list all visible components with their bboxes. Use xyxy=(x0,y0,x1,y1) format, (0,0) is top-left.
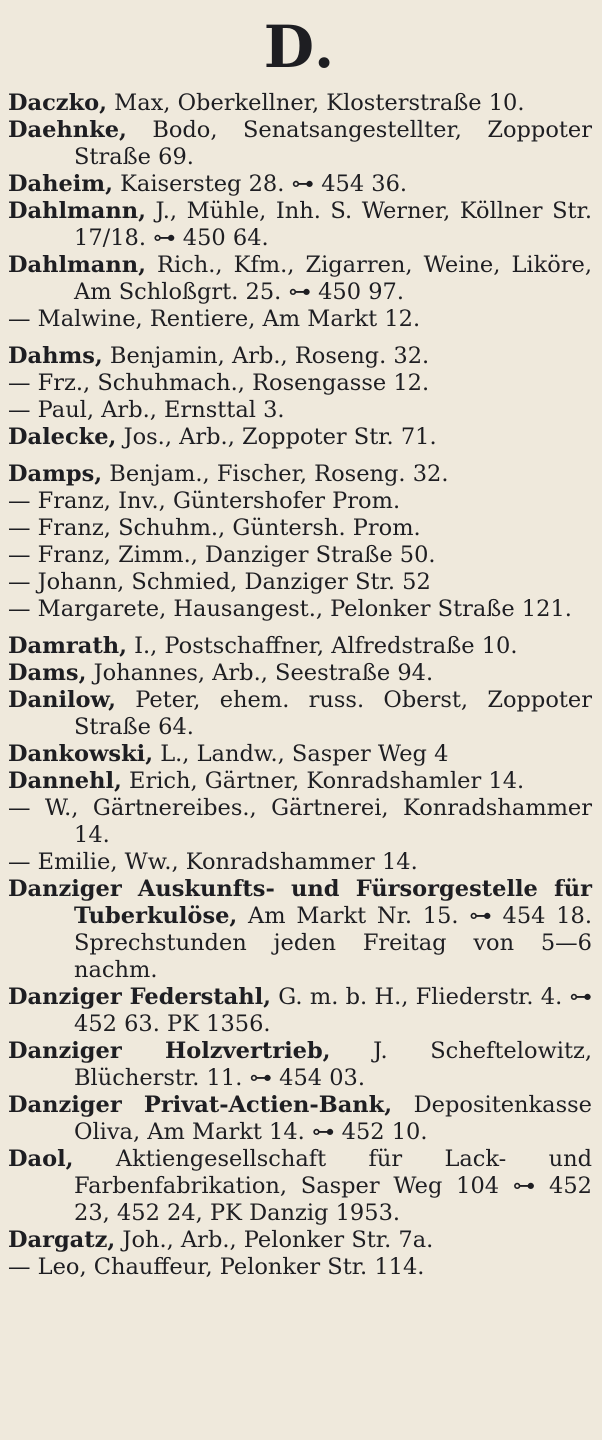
directory-entry xyxy=(8,370,592,397)
entry-name: Dahms, xyxy=(8,343,103,369)
directory-entry xyxy=(8,461,592,488)
entry-name: Daehnke, xyxy=(8,117,127,143)
directory-entry xyxy=(8,117,592,171)
entry-details: — Leo, Chauffeur, Pelonker Str. 114. xyxy=(8,1254,425,1280)
entry-details: I., Postschaffner, Alfredstraße 10. xyxy=(134,633,518,659)
entry-details: Rich., Kfm., Zigarren, Weine, Liköre, Am Schloßgrt. 25. ⊶ 450 97. xyxy=(74,252,593,305)
entry-name: Dankowski, xyxy=(8,741,154,767)
directory-entry xyxy=(8,1227,592,1254)
entry-details: — Johann, Schmied, Danziger Str. 52 xyxy=(8,569,431,595)
entry-name: Danziger Privat-Actien-Bank, xyxy=(8,1092,393,1118)
directory-entry xyxy=(8,687,592,741)
entry-name: Damrath, xyxy=(8,633,127,659)
section-letter-heading: D. xyxy=(263,13,337,81)
entry-details: Aktiengesellschaft für Lack- und Farbenfabrikation, Sasper Weg 104 ⊶ 452 23, 452 24, PK Danzig 1953. xyxy=(74,1146,592,1226)
entry-details: — W., Gärtnereibes., Gärtnerei, Konradshammer 14. xyxy=(8,795,592,848)
directory-entry xyxy=(8,569,592,596)
directory-entries-list xyxy=(8,90,592,1281)
entry-details: Joh., Arb., Pelonker Str. 7a. xyxy=(122,1227,434,1253)
directory-entry xyxy=(8,596,592,623)
entry-name: Daheim, xyxy=(8,171,113,197)
directory-entry xyxy=(8,1038,592,1092)
directory-entry xyxy=(8,984,592,1038)
entry-details: — Franz, Inv., Güntershofer Prom. xyxy=(8,488,401,514)
entry-name: Daczko, xyxy=(8,90,107,116)
directory-entry xyxy=(8,488,592,515)
entry-name: Dargatz, xyxy=(8,1227,116,1253)
entry-details: Max, Oberkellner, Klosterstraße 10. xyxy=(114,90,525,116)
directory-entry xyxy=(8,252,592,306)
directory-entry xyxy=(8,542,592,569)
entry-details: — Franz, Schuhm., Güntersh. Prom. xyxy=(8,515,421,541)
entry-details: — Franz, Zimm., Danziger Straße 50. xyxy=(8,542,436,568)
entry-name: Dahlmann, xyxy=(8,198,146,224)
directory-entry xyxy=(8,306,592,333)
directory-entry xyxy=(8,424,592,451)
entry-details: Benjamin, Arb., Roseng. 32. xyxy=(109,343,430,369)
directory-entry xyxy=(8,849,592,876)
entry-details: Peter, ehem. russ. Oberst, Zoppoter Straße 64. xyxy=(74,687,592,740)
directory-entry xyxy=(8,768,592,795)
directory-entry xyxy=(8,660,592,687)
entry-details: Bodo, Senatsangestellter, Zoppoter Straße 69. xyxy=(74,117,592,170)
entry-name: Dahlmann, xyxy=(8,252,146,278)
entry-details: — Emilie, Ww., Konradshammer 14. xyxy=(8,849,418,875)
directory-entry xyxy=(8,876,592,984)
directory-entry xyxy=(8,1254,592,1281)
directory-entry xyxy=(8,1092,592,1146)
entry-details: Depositenkasse Oliva, Am Markt 14. ⊶ 452 10. xyxy=(74,1092,592,1145)
entry-details: — Paul, Arb., Ernsttal 3. xyxy=(8,397,285,423)
entry-details: Jos., Arb., Zoppoter Str. 71. xyxy=(123,424,437,450)
directory-entry xyxy=(8,171,592,198)
entry-details: G. m. b. H., Fliederstr. 4. ⊶ 452 63. PK 1356. xyxy=(74,984,592,1037)
entry-name: Dalecke, xyxy=(8,424,117,450)
entry-details: — Margarete, Hausangest., Pelonker Straße 121. xyxy=(8,596,572,622)
entry-details: L., Landw., Sasper Weg 4 xyxy=(160,741,449,767)
entry-details: — Frz., Schuhmach., Rosengasse 12. xyxy=(8,370,430,396)
entry-name: Danziger Auskunfts- und Fürsorgestelle für Tuberkulöse, xyxy=(8,876,592,929)
directory-entry xyxy=(8,343,592,370)
directory-entry xyxy=(8,90,592,117)
entry-name: Damps, xyxy=(8,461,103,487)
entry-name: Dams, xyxy=(8,660,87,686)
entry-name: Danziger Federstahl, xyxy=(8,984,271,1010)
directory-entry xyxy=(8,198,592,252)
entry-name: Daol, xyxy=(8,1146,74,1172)
entry-name: Danilow, xyxy=(8,687,116,713)
entry-name: Danziger Holzvertrieb, xyxy=(8,1038,331,1064)
entry-details: — Malwine, Rentiere, Am Markt 12. xyxy=(8,306,421,332)
entry-name: Dannehl, xyxy=(8,768,122,794)
directory-entry xyxy=(8,633,592,660)
directory-entry xyxy=(8,795,592,849)
entry-details: J. Scheftelowitz, Blücherstr. 11. ⊶ 454 03. xyxy=(74,1038,592,1091)
entry-details: Am Markt Nr. 15. ⊶ 454 18. Sprechstunden jeden Freitag von 5—6 nachm. xyxy=(74,903,592,983)
directory-entry xyxy=(8,515,592,542)
directory-entry xyxy=(8,397,592,424)
entry-details: Benjam., Fischer, Roseng. 32. xyxy=(109,461,449,487)
entry-details: Johannes, Arb., Seestraße 94. xyxy=(93,660,434,686)
entry-details: Erich, Gärtner, Konradshamler 14. xyxy=(129,768,525,794)
directory-entry xyxy=(8,741,592,768)
directory-entry xyxy=(8,1146,592,1227)
entry-details: Kaisersteg 28. ⊶ 454 36. xyxy=(120,171,408,197)
entry-details: J., Mühle, Inh. S. Werner, Köllner Str. 17/18. ⊶ 450 64. xyxy=(74,198,592,251)
